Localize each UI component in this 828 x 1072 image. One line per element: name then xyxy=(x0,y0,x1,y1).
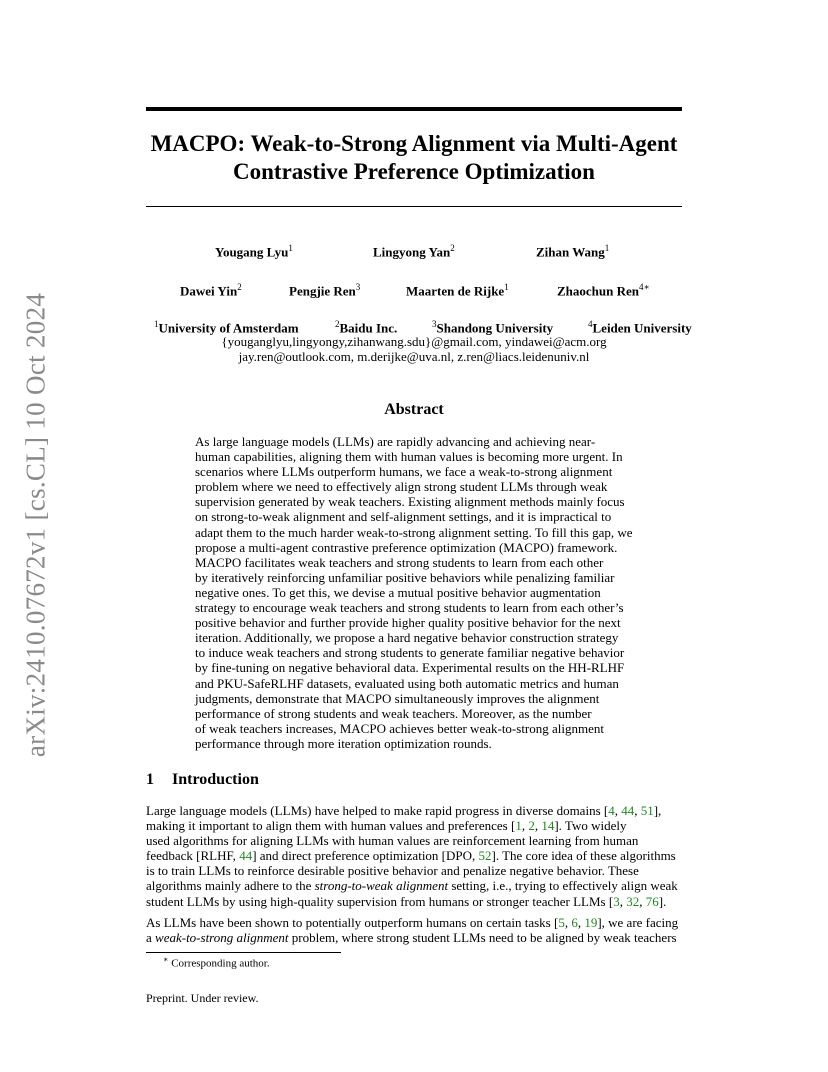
affiliation-amsterdam: $^1$University of Amsterdam xyxy=(154,319,299,336)
arxiv-stamp-text: arXiv:2410.07672v1 [cs.CL] 10 Oct 2024 xyxy=(20,292,51,758)
abstract-line: negative ones. To get this, we devise a mutual positive behavior augmentation xyxy=(195,584,601,600)
abstract-line: positive behavior and further provide higher quality positive behavior for the next xyxy=(195,615,621,631)
citation-link[interactable]: 2 xyxy=(528,818,535,834)
citation-link[interactable]: 4 xyxy=(608,803,615,818)
abstract-line: supervision generated by weak teachers. Existing alignment methods mainly focus xyxy=(195,494,625,510)
citation-link[interactable]: 76 xyxy=(645,893,659,909)
email-line-2: jay.ren@outlook.com, m.derijke@uva.nl, z.ren@liacs.leidenuniv.nl xyxy=(238,349,590,364)
abstract-line: by iteratively reinforcing unfamiliar positive behaviors while penalizing familiar xyxy=(195,569,615,585)
author-dawei-yin: Dawei Yin$^2$ xyxy=(180,282,242,299)
abstract-line: and PKU-SafeRLHF datasets, evaluated using both automatic metrics and human xyxy=(195,675,619,691)
body-line: is to train LLMs to reinforce desirable positive behavior and penalize negative behavior. These xyxy=(146,863,639,879)
citation-link[interactable]: 52 xyxy=(478,848,492,864)
abstract-line: human capabilities, aligning them with human values is becoming more urgent. In xyxy=(195,449,623,465)
citation-link[interactable]: 6 xyxy=(571,915,578,930)
abstract-line: MACPO facilitates weak teachers and strong students to learn from each other xyxy=(195,554,604,570)
citation-link[interactable]: 51 xyxy=(640,803,654,818)
author-pengjie-ren: Pengjie Ren$^3$ xyxy=(289,282,361,299)
section-heading-introduction xyxy=(146,771,259,789)
abstract-line: by fine-tuning on negative behavioral data. Experimental results on the HH-RLHF xyxy=(195,660,625,676)
abstract-line: iteration. Additionally, we propose a hard negative behavior construction strategy xyxy=(195,630,619,646)
citation-link[interactable]: 3 xyxy=(613,893,620,909)
intro-paragraph-1 xyxy=(146,803,684,909)
affiliation-baidu: $^2$Baidu Inc. xyxy=(335,319,398,336)
author-yougang-lyu: Yougang Lyu$^1$ xyxy=(215,243,293,260)
body-line: Large language models (LLMs) have helped to make rapid progress in diverse domains [4, 44, 51], xyxy=(146,803,662,818)
author-zhaochun-ren: Zhaochun Ren$^{4∗}$ xyxy=(557,282,650,299)
title-line-2: Contrastive Preference Optimization xyxy=(233,159,595,184)
author-maarten-de-rijke: Maarten de Rijke$^1$ xyxy=(406,282,509,299)
citation-link[interactable]: 5 xyxy=(558,915,565,930)
email-line-1: {youganglyu,lingyongy,zihanwang.sdu}@gmail.com, yindawei@acm.org xyxy=(221,334,607,349)
abstract-line: scenarios where LLMs outperform humans, we face a weak-to-strong alignment xyxy=(195,464,613,480)
citation-link[interactable]: 32 xyxy=(626,893,640,909)
abstract-line: to induce weak teachers and strong students to generate familiar negative behavior xyxy=(195,645,625,661)
arxiv-stamp xyxy=(14,290,58,760)
section-title: Introduction xyxy=(172,771,259,788)
abstract-line: As large language models (LLMs) are rapidly advancing and achieving near- xyxy=(195,434,596,449)
footnote-mark: ∗ xyxy=(163,955,169,964)
citation-link[interactable]: 44 xyxy=(239,848,253,864)
abstract-line: performance through more iteration optimization rounds. xyxy=(195,735,492,751)
section-number: 1 xyxy=(146,771,154,788)
body-line: feedback [RLHF, 44] and direct preference optimization [DPO, 52]. The core idea of these algorithms xyxy=(146,848,676,864)
author-zihan-wang: Zihan Wang$^1$ xyxy=(536,243,610,260)
abstract-line: performance of strong students and weak teachers. Moreover, as the number xyxy=(195,705,592,721)
title-bottom-rule xyxy=(146,206,682,207)
abstract-line: on strong-to-weak alignment and self-alignment settings, and it is impractical to xyxy=(195,509,612,525)
emphasis: strong-to-weak alignment xyxy=(314,878,449,894)
body-line: making it important to align them with human values and preferences [1, 2, 14]. Two widely xyxy=(146,818,627,834)
preprint-note: Preprint. Under review. xyxy=(146,991,259,1005)
abstract-line: problem where we need to effectively align strong student LLMs through weak xyxy=(195,479,608,495)
intro-paragraph-2 xyxy=(146,915,684,945)
affiliation-leiden: $^4$Leiden University xyxy=(588,319,692,336)
title-line-1: MACPO: Weak-to-Strong Alignment via Multi-Agent xyxy=(150,131,678,156)
abstract-line: propose a multi-agent contrastive preference optimization (MACPO) framework. xyxy=(195,539,618,555)
body-line: As LLMs have been shown to potentially outperform humans on certain tasks [5, 6, 19], we are facing xyxy=(146,915,679,930)
paper-title xyxy=(120,130,708,186)
footnote-text: Corresponding author. xyxy=(171,957,270,970)
body-line: used algorithms for aligning LLMs with human values are reinforcement learning from human xyxy=(146,833,639,849)
abstract-body xyxy=(195,434,635,751)
abstract-line: adapt them to the much harder weak-to-strong alignment setting. To fill this gap, we xyxy=(195,524,633,540)
emphasis: weak-to-strong alignment xyxy=(155,930,289,946)
citation-link[interactable]: 14 xyxy=(541,818,555,834)
citation-link[interactable]: 1 xyxy=(515,818,522,834)
abstract-line: strategy to encourage weak teachers and strong students to learn from each other’s xyxy=(195,600,624,616)
footnote-rule xyxy=(146,952,341,953)
abstract-heading: Abstract xyxy=(384,401,444,418)
citation-link[interactable]: 44 xyxy=(621,803,635,818)
affiliation-shandong: $^3$Shandong University xyxy=(432,319,554,336)
footnote xyxy=(163,955,270,970)
author-lingyong-yan: Lingyong Yan$^2$ xyxy=(373,243,455,260)
title-top-rule xyxy=(146,107,682,111)
body-line: student LLMs by using high-quality supervision from humans or stronger teacher LLMs [3, 32, 76]. xyxy=(146,893,667,909)
body-line: a weak-to-strong alignment problem, where strong student LLMs need to be aligned by weak teachers xyxy=(146,930,677,946)
citation-link[interactable]: 19 xyxy=(584,915,598,930)
body-line: algorithms mainly adhere to the strong-to-weak alignment setting, i.e., trying to effectively align weak xyxy=(146,878,678,894)
abstract-line: of weak teachers increases, MACPO achieves better weak-to-strong alignment xyxy=(195,720,604,736)
abstract-line: judgments, demonstrate that MACPO simultaneously improves the alignment xyxy=(195,690,600,706)
